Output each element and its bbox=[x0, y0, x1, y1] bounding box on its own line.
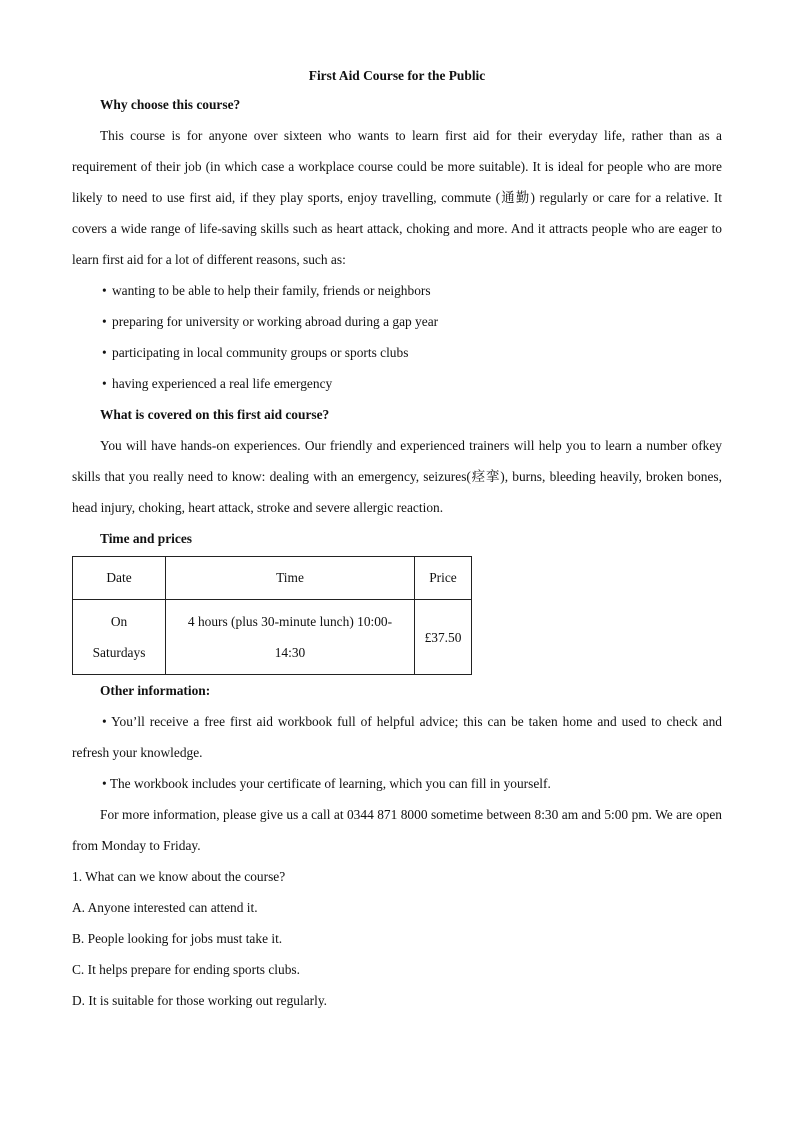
other-heading: Other information: bbox=[100, 683, 211, 698]
question-option: B. People looking for jobs must take it. bbox=[72, 931, 283, 946]
bullet-dot: • bbox=[102, 314, 107, 329]
contact-paragraph: For more information, please give us a call at 0344 871 8000 sometime between 8:30 am and 5:00 pm. We are open from Monday to Friday. bbox=[72, 807, 722, 853]
cell-date-line1: On bbox=[110, 614, 128, 629]
bullet-dot: • bbox=[102, 345, 107, 360]
bullet-dot: • bbox=[102, 714, 107, 729]
bullet-dot: • bbox=[102, 283, 107, 298]
cell-date bbox=[73, 600, 166, 675]
cell-time bbox=[166, 600, 415, 675]
bullet-text: participating in local community groups or sports clubs bbox=[112, 345, 409, 360]
document-title: First Aid Course for the Public bbox=[308, 68, 486, 83]
why-paragraph: This course is for anyone over sixteen who wants to learn first aid for their everyday life, rather than as a requirement of their job (in which case a workplace course could be more suitable). It is ideal for people who are more likely to need to use first aid, if they play sports, enjoy travelling, commute (通勤) regularly or care for a relative. It covers a wide range of life-saving skills such as heart attack, choking and more. And it attracts people who are eager to learn first aid for a lot of different reasons, such as: bbox=[72, 128, 722, 267]
header-price: Price bbox=[415, 557, 472, 600]
table-row bbox=[73, 600, 472, 675]
prices-heading: Time and prices bbox=[100, 531, 193, 546]
bullet-dot: • bbox=[102, 376, 107, 391]
why-bullet-item bbox=[72, 275, 722, 306]
question-option: D. It is suitable for those working out regularly. bbox=[72, 993, 327, 1008]
other-bullet-item bbox=[72, 768, 722, 799]
question-option: C. It helps prepare for ending sports clubs. bbox=[72, 962, 300, 977]
bullet-text: wanting to be able to help their family, friends or neighbors bbox=[112, 283, 431, 298]
other-bullet-item bbox=[72, 706, 722, 768]
covered-paragraph: You will have hands-on experiences. Our friendly and experienced trainers will help you to learn a number ofkey skills that you really need to know: dealing with an emergency, seizures(痉挛), burns, bleeding heavily, broken bones, head injury, choking, heart attack, stroke and severe allergic reaction. bbox=[72, 438, 722, 515]
cell-price: £37.50 bbox=[415, 600, 472, 675]
bullet-text: having experienced a real life emergency bbox=[112, 376, 333, 391]
why-heading: Why choose this course? bbox=[100, 97, 241, 112]
header-time: Time bbox=[166, 557, 415, 600]
cell-time-line2: 14:30 bbox=[274, 645, 306, 660]
bullet-dot: • bbox=[102, 776, 107, 791]
cell-date-line2: Saturdays bbox=[92, 645, 146, 660]
header-date: Date bbox=[73, 557, 166, 600]
why-bullet-item bbox=[72, 337, 722, 368]
bullet-text: preparing for university or working abroad during a gap year bbox=[112, 314, 439, 329]
why-bullet-item bbox=[72, 368, 722, 399]
bullet-text: You’ll receive a free first aid workbook full of helpful advice; this can be taken home and used to check and refresh your knowledge. bbox=[72, 714, 722, 760]
table-header-row bbox=[73, 557, 472, 600]
cell-time-line1: 4 hours (plus 30-minute lunch) 10:00- bbox=[187, 614, 393, 629]
question-option: A. Anyone interested can attend it. bbox=[72, 900, 258, 915]
question-stem: 1. What can we know about the course? bbox=[72, 869, 286, 884]
covered-heading: What is covered on this first aid course? bbox=[100, 407, 330, 422]
prices-table bbox=[72, 556, 472, 675]
bullet-text: The workbook includes your certificate of learning, which you can fill in yourself. bbox=[109, 776, 551, 791]
why-bullet-item bbox=[72, 306, 722, 337]
document-page bbox=[72, 62, 722, 1016]
